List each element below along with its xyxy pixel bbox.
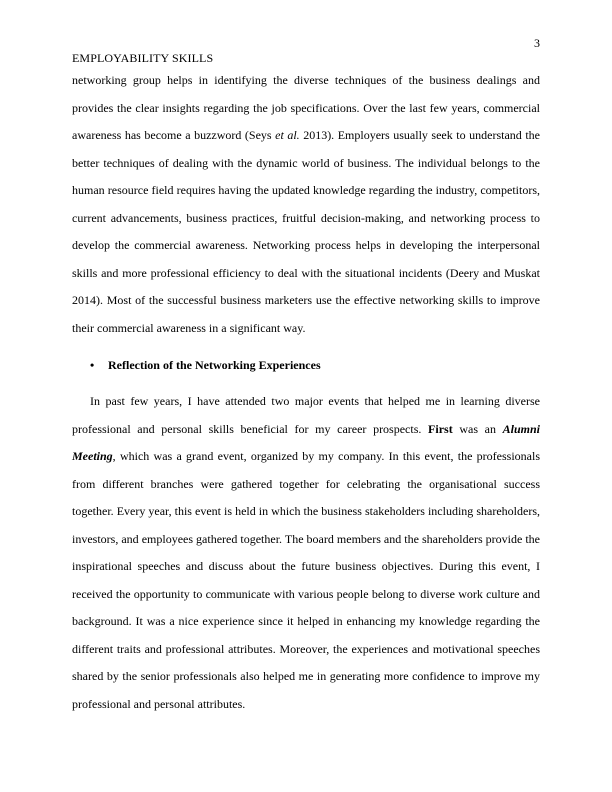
emphasis-first: First [428, 421, 453, 436]
emphasis-alumni-meeting-text: Alumni Meeting [72, 421, 540, 463]
section-heading-text: Reflection of the Networking Experiences [108, 358, 321, 372]
paragraph-networking-experiences [72, 388, 540, 718]
page-number: 3 [534, 36, 540, 50]
text-run: networking group helps in identifying the diverse techniques of the business dealings and provides the clear insights regarding the job specifications. Over the last few years, commercial awareness has become a buzzword (Seys [72, 73, 540, 142]
text-run: , which was a grand event, organized by my company. In this event, the professionals from different branches were gathered together for celebrating the organisational success together. Every year, this event is held in which the business stakeholders including shareholders, investors, and employees gathered together. The board members and the shareholders provide the inspirational speeches and discuss about the future business objectives. During this event, I received the opportunity to communicate with various people belong to diverse work culture and background. It was a nice experience since it helped in enhancing my knowledge regarding the different traits and professional attributes. Moreover, the experiences and motivational speeches shared by the senior professionals also helped me in generating more confidence to improve my professional and personal attributes. [72, 449, 540, 711]
text-run: 2013). Employers usually seek to understand the better techniques of dealing with the dynamic world of business. The individual belongs to the human resource field requires having the updated knowledge regarding the industry, competitors, current advancements, business practices, fruitful decision-making, and networking process to develop the commercial awareness. Networking process helps in developing the interpersonal skills and more professional efficiency to deal with the situational incidents (Deery and Muskat 2014). Most of the successful business marketers use the effective networking skills to improve their commercial awareness in a significant way. [72, 128, 541, 335]
text-run: In past few years, I have attended two major events that helped me in learning diverse professional and personal skills beneficial for my career prospects. [72, 394, 540, 436]
bullet-icon: • [90, 358, 95, 372]
section-heading [72, 342, 540, 388]
body-text [72, 67, 540, 718]
citation-et-al: et al. [275, 128, 300, 142]
paragraph-commercial-awareness [72, 67, 540, 342]
text-run: was an [452, 421, 503, 436]
running-head: EMPLOYABILITY SKILLS [72, 51, 214, 65]
